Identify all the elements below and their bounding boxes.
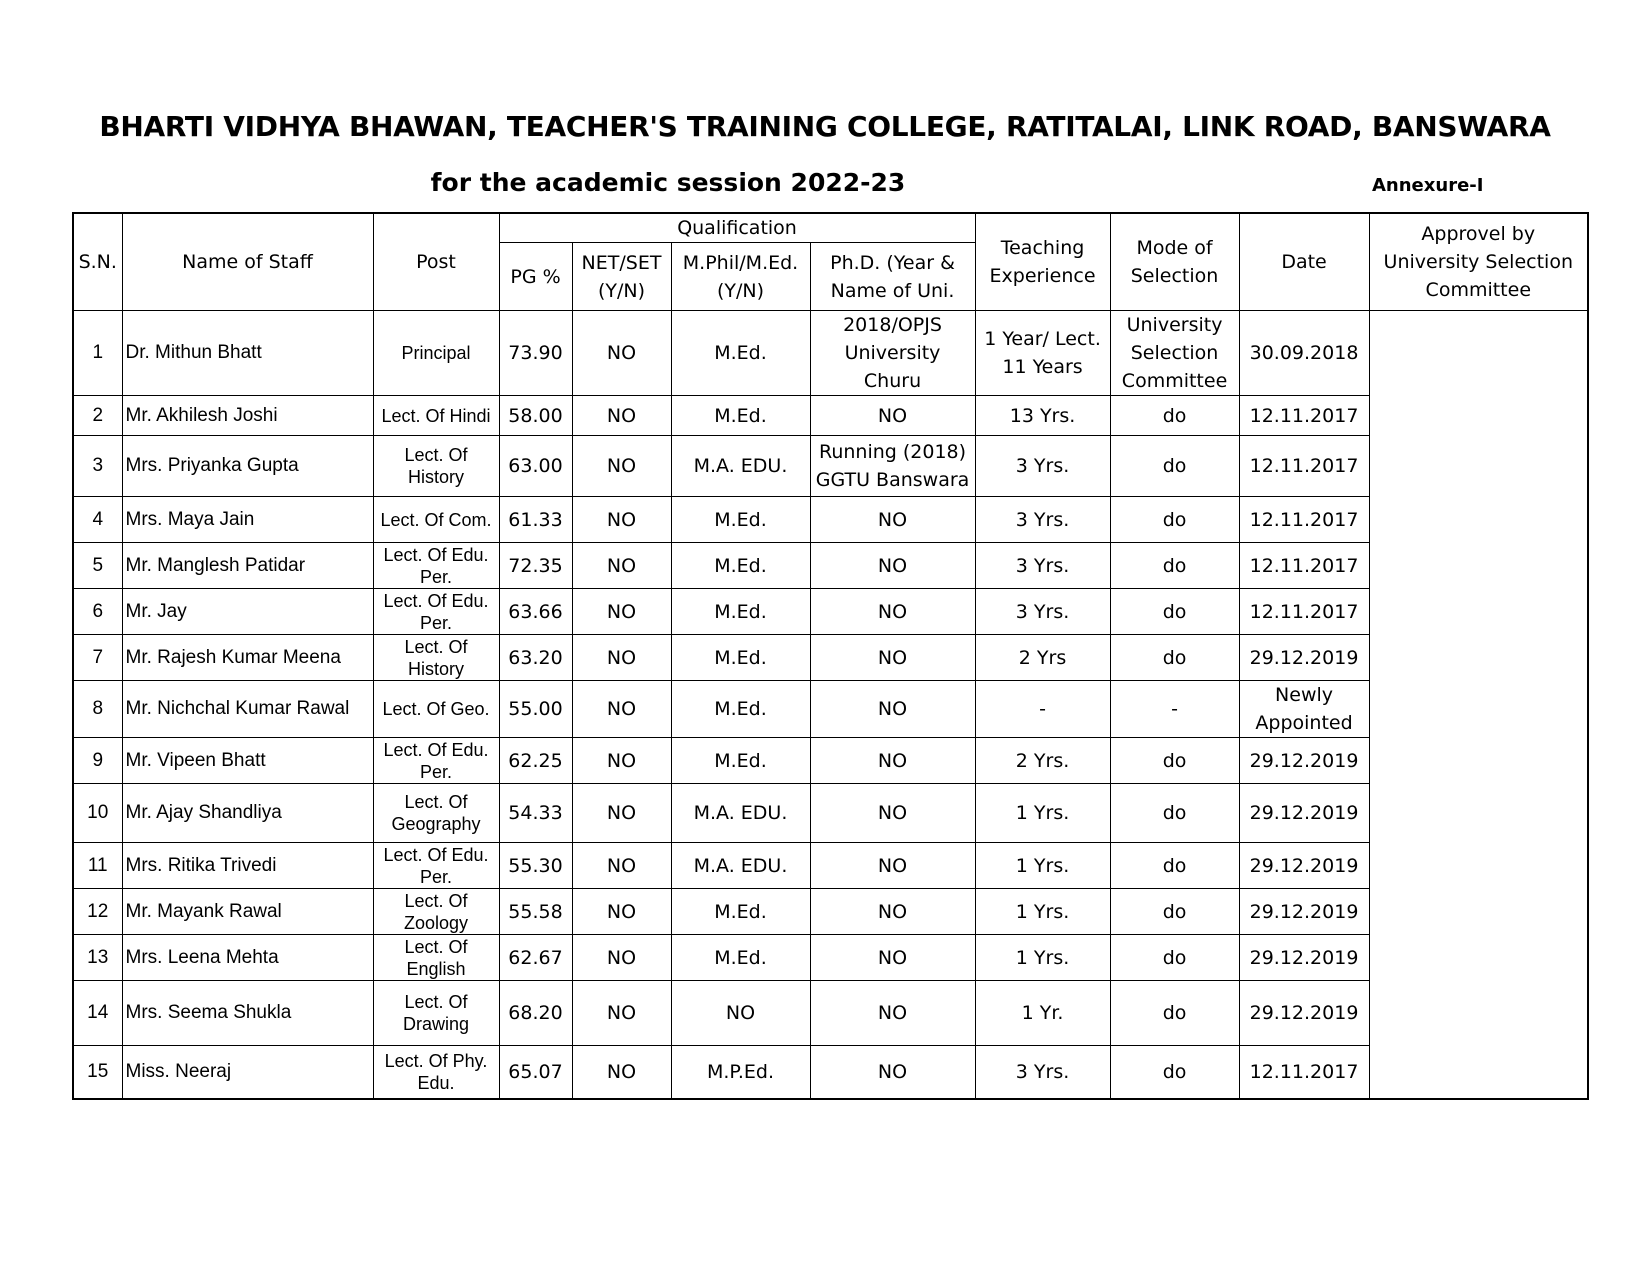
- cell-post: Lect. Of Phy. Edu.: [373, 1046, 499, 1099]
- cell-post: Lect. Of Com.: [373, 497, 499, 543]
- header-net: NET/SET (Y/N): [572, 243, 671, 311]
- cell-experience: 1 Yrs.: [975, 784, 1110, 843]
- cell-net: NO: [572, 738, 671, 784]
- cell-mode: do: [1110, 436, 1239, 497]
- header-qualification: Qualification: [499, 213, 975, 243]
- cell-experience: -: [975, 681, 1110, 738]
- cell-name: Mr. Rajesh Kumar Meena: [122, 635, 373, 681]
- cell-phd: NO: [810, 935, 975, 981]
- cell-date: 12.11.2017: [1239, 497, 1369, 543]
- staff-table: [72, 212, 1589, 1100]
- cell-post: Lect. Of Hindi: [373, 396, 499, 436]
- table-row: [73, 843, 1588, 889]
- cell-mphil: M.Ed.: [671, 935, 810, 981]
- cell-net: NO: [572, 1046, 671, 1099]
- cell-pg: 63.00: [499, 436, 572, 497]
- cell-name: Mrs. Maya Jain: [122, 497, 373, 543]
- cell-pg: 62.67: [499, 935, 572, 981]
- cell-net: NO: [572, 497, 671, 543]
- table-row: [73, 738, 1588, 784]
- cell-name: Mr. Vipeen Bhatt: [122, 738, 373, 784]
- cell-pg: 55.30: [499, 843, 572, 889]
- cell-pg: 62.25: [499, 738, 572, 784]
- cell-sn: 15: [73, 1046, 122, 1099]
- cell-name: Mr. Jay: [122, 589, 373, 635]
- table-header: [73, 213, 1588, 311]
- cell-experience: 1 Yrs.: [975, 843, 1110, 889]
- cell-sn: 10: [73, 784, 122, 843]
- cell-experience: 1 Yrs.: [975, 889, 1110, 935]
- annexure-label: Annexure-I: [1372, 175, 1484, 196]
- header-pg: PG %: [499, 243, 572, 311]
- cell-date: 12.11.2017: [1239, 436, 1369, 497]
- page-title: BHARTI VIDHYA BHAWAN, TEACHER'S TRAINING COLLEGE, RATITALAI, LINK ROAD, BANSWARA: [99, 110, 1551, 143]
- cell-phd: NO: [810, 1046, 975, 1099]
- cell-mode: do: [1110, 497, 1239, 543]
- cell-name: Mr. Mayank Rawal: [122, 889, 373, 935]
- cell-net: NO: [572, 784, 671, 843]
- table-row: [73, 981, 1588, 1046]
- cell-net: NO: [572, 396, 671, 436]
- header-name: Name of Staff: [122, 213, 373, 311]
- cell-mode: do: [1110, 543, 1239, 589]
- cell-experience: 2 Yrs: [975, 635, 1110, 681]
- cell-net: NO: [572, 681, 671, 738]
- cell-mode: do: [1110, 843, 1239, 889]
- header-post: Post: [373, 213, 499, 311]
- cell-mode: do: [1110, 589, 1239, 635]
- cell-phd: NO: [810, 681, 975, 738]
- cell-mode: do: [1110, 738, 1239, 784]
- cell-pg: 55.58: [499, 889, 572, 935]
- cell-phd: NO: [810, 843, 975, 889]
- cell-name: Mr. Manglesh Patidar: [122, 543, 373, 589]
- cell-name: Mrs. Ritika Trivedi: [122, 843, 373, 889]
- cell-name: Mrs. Seema Shukla: [122, 981, 373, 1046]
- cell-date: 29.12.2019: [1239, 843, 1369, 889]
- cell-experience: 2 Yrs.: [975, 738, 1110, 784]
- cell-post: Lect. Of History: [373, 635, 499, 681]
- cell-name: Mrs. Leena Mehta: [122, 935, 373, 981]
- cell-net: NO: [572, 311, 671, 396]
- cell-sn: 5: [73, 543, 122, 589]
- cell-post: Lect. Of History: [373, 436, 499, 497]
- cell-experience: 3 Yrs.: [975, 543, 1110, 589]
- table-body: [73, 311, 1588, 1099]
- cell-sn: 3: [73, 436, 122, 497]
- cell-sn: 14: [73, 981, 122, 1046]
- session-subtitle: for the academic session 2022-23: [430, 168, 906, 197]
- cell-mode: do: [1110, 784, 1239, 843]
- cell-post: Lect. Of Geo.: [373, 681, 499, 738]
- table-row: [73, 635, 1588, 681]
- cell-phd: Running (2018) GGTU Banswara: [810, 436, 975, 497]
- cell-experience: 13 Yrs.: [975, 396, 1110, 436]
- cell-name: Mr. Akhilesh Joshi: [122, 396, 373, 436]
- cell-phd: NO: [810, 738, 975, 784]
- cell-net: NO: [572, 589, 671, 635]
- cell-mode: -: [1110, 681, 1239, 738]
- cell-pg: 68.20: [499, 981, 572, 1046]
- header-mphil: M.Phil/M.Ed. (Y/N): [671, 243, 810, 311]
- cell-mphil: M.Ed.: [671, 738, 810, 784]
- cell-date: 29.12.2019: [1239, 784, 1369, 843]
- cell-date: 30.09.2018: [1239, 311, 1369, 396]
- cell-pg: 72.35: [499, 543, 572, 589]
- cell-sn: 7: [73, 635, 122, 681]
- cell-experience: 1 Yr.: [975, 981, 1110, 1046]
- cell-post: Principal: [373, 311, 499, 396]
- cell-mode: do: [1110, 935, 1239, 981]
- cell-mphil: M.Ed.: [671, 889, 810, 935]
- cell-pg: 54.33: [499, 784, 572, 843]
- cell-phd: NO: [810, 589, 975, 635]
- cell-date: 12.11.2017: [1239, 396, 1369, 436]
- cell-experience: 3 Yrs.: [975, 436, 1110, 497]
- cell-post: Lect. Of Drawing: [373, 981, 499, 1046]
- cell-mode: do: [1110, 889, 1239, 935]
- cell-post: Lect. Of Edu. Per.: [373, 543, 499, 589]
- cell-mphil: M.Ed.: [671, 396, 810, 436]
- cell-mphil: NO: [671, 981, 810, 1046]
- cell-mode: do: [1110, 396, 1239, 436]
- cell-name: Dr. Mithun Bhatt: [122, 311, 373, 396]
- cell-post: Lect. Of Geography: [373, 784, 499, 843]
- cell-mode: do: [1110, 635, 1239, 681]
- cell-net: NO: [572, 981, 671, 1046]
- table-row: [73, 543, 1588, 589]
- cell-phd: 2018/OPJS University Churu: [810, 311, 975, 396]
- cell-pg: 58.00: [499, 396, 572, 436]
- cell-sn: 2: [73, 396, 122, 436]
- cell-mphil: M.Ed.: [671, 681, 810, 738]
- cell-pg: 63.20: [499, 635, 572, 681]
- cell-date: 29.12.2019: [1239, 738, 1369, 784]
- cell-mode: do: [1110, 1046, 1239, 1099]
- table-row: [73, 1046, 1588, 1099]
- header-phd: Ph.D. (Year & Name of Uni.: [810, 243, 975, 311]
- cell-mphil: M.P.Ed.: [671, 1046, 810, 1099]
- cell-pg: 55.00: [499, 681, 572, 738]
- cell-post: Lect. Of Zoology: [373, 889, 499, 935]
- cell-pg: 65.07: [499, 1046, 572, 1099]
- cell-phd: NO: [810, 981, 975, 1046]
- cell-experience: 1 Yrs.: [975, 935, 1110, 981]
- cell-mphil: M.A. EDU.: [671, 784, 810, 843]
- cell-phd: NO: [810, 497, 975, 543]
- table-row: [73, 396, 1588, 436]
- cell-sn: 9: [73, 738, 122, 784]
- cell-mode: University Selection Committee: [1110, 311, 1239, 396]
- cell-phd: NO: [810, 396, 975, 436]
- table-row: [73, 784, 1588, 843]
- table-row: [73, 889, 1588, 935]
- table-row: [73, 935, 1588, 981]
- cell-pg: 73.90: [499, 311, 572, 396]
- cell-date: 12.11.2017: [1239, 589, 1369, 635]
- table-row: [73, 681, 1588, 738]
- cell-date: 29.12.2019: [1239, 635, 1369, 681]
- cell-post: Lect. Of Edu. Per.: [373, 738, 499, 784]
- approval-remark: Approvel by University Selection Committee: [1369, 213, 1588, 311]
- cell-name: Mr. Ajay Shandliya: [122, 784, 373, 843]
- cell-phd: NO: [810, 635, 975, 681]
- header-mode: Mode of Selection: [1110, 213, 1239, 311]
- header-date: Date: [1239, 213, 1369, 311]
- cell-pg: 61.33: [499, 497, 572, 543]
- cell-net: NO: [572, 843, 671, 889]
- header-sn: S.N.: [73, 213, 122, 311]
- cell-date: 29.12.2019: [1239, 935, 1369, 981]
- cell-sn: 6: [73, 589, 122, 635]
- cell-net: NO: [572, 635, 671, 681]
- cell-net: NO: [572, 889, 671, 935]
- cell-net: NO: [572, 543, 671, 589]
- cell-mphil: M.Ed.: [671, 311, 810, 396]
- cell-name: Mrs. Priyanka Gupta: [122, 436, 373, 497]
- table-row: [73, 497, 1588, 543]
- table-row: [73, 311, 1588, 396]
- cell-mphil: M.Ed.: [671, 497, 810, 543]
- cell-name: Mr. Nichchal Kumar Rawal: [122, 681, 373, 738]
- cell-mphil: M.A. EDU.: [671, 843, 810, 889]
- cell-experience: 3 Yrs.: [975, 589, 1110, 635]
- cell-mphil: M.Ed.: [671, 635, 810, 681]
- cell-mphil: M.A. EDU.: [671, 436, 810, 497]
- header-experience: Teaching Experience: [975, 213, 1110, 311]
- cell-experience: 3 Yrs.: [975, 1046, 1110, 1099]
- cell-sn: 13: [73, 935, 122, 981]
- cell-sn: 4: [73, 497, 122, 543]
- cell-mode: do: [1110, 981, 1239, 1046]
- table-row: [73, 436, 1588, 497]
- cell-date: Newly Appointed: [1239, 681, 1369, 738]
- cell-date: 29.12.2019: [1239, 889, 1369, 935]
- table-row: [73, 589, 1588, 635]
- cell-experience: 1 Year/ Lect. 11 Years: [975, 311, 1110, 396]
- cell-date: 29.12.2019: [1239, 981, 1369, 1046]
- cell-sn: 1: [73, 311, 122, 396]
- cell-sn: 8: [73, 681, 122, 738]
- cell-pg: 63.66: [499, 589, 572, 635]
- cell-date: 12.11.2017: [1239, 1046, 1369, 1099]
- cell-post: Lect. Of English: [373, 935, 499, 981]
- cell-net: NO: [572, 436, 671, 497]
- cell-sn: 12: [73, 889, 122, 935]
- cell-post: Lect. Of Edu. Per.: [373, 589, 499, 635]
- cell-phd: NO: [810, 784, 975, 843]
- cell-post: Lect. Of Edu. Per.: [373, 843, 499, 889]
- cell-sn: 11: [73, 843, 122, 889]
- cell-name: Miss. Neeraj: [122, 1046, 373, 1099]
- cell-experience: 3 Yrs.: [975, 497, 1110, 543]
- cell-net: NO: [572, 935, 671, 981]
- cell-mphil: M.Ed.: [671, 543, 810, 589]
- cell-mphil: M.Ed.: [671, 589, 810, 635]
- cell-phd: NO: [810, 543, 975, 589]
- cell-phd: NO: [810, 889, 975, 935]
- cell-date: 12.11.2017: [1239, 543, 1369, 589]
